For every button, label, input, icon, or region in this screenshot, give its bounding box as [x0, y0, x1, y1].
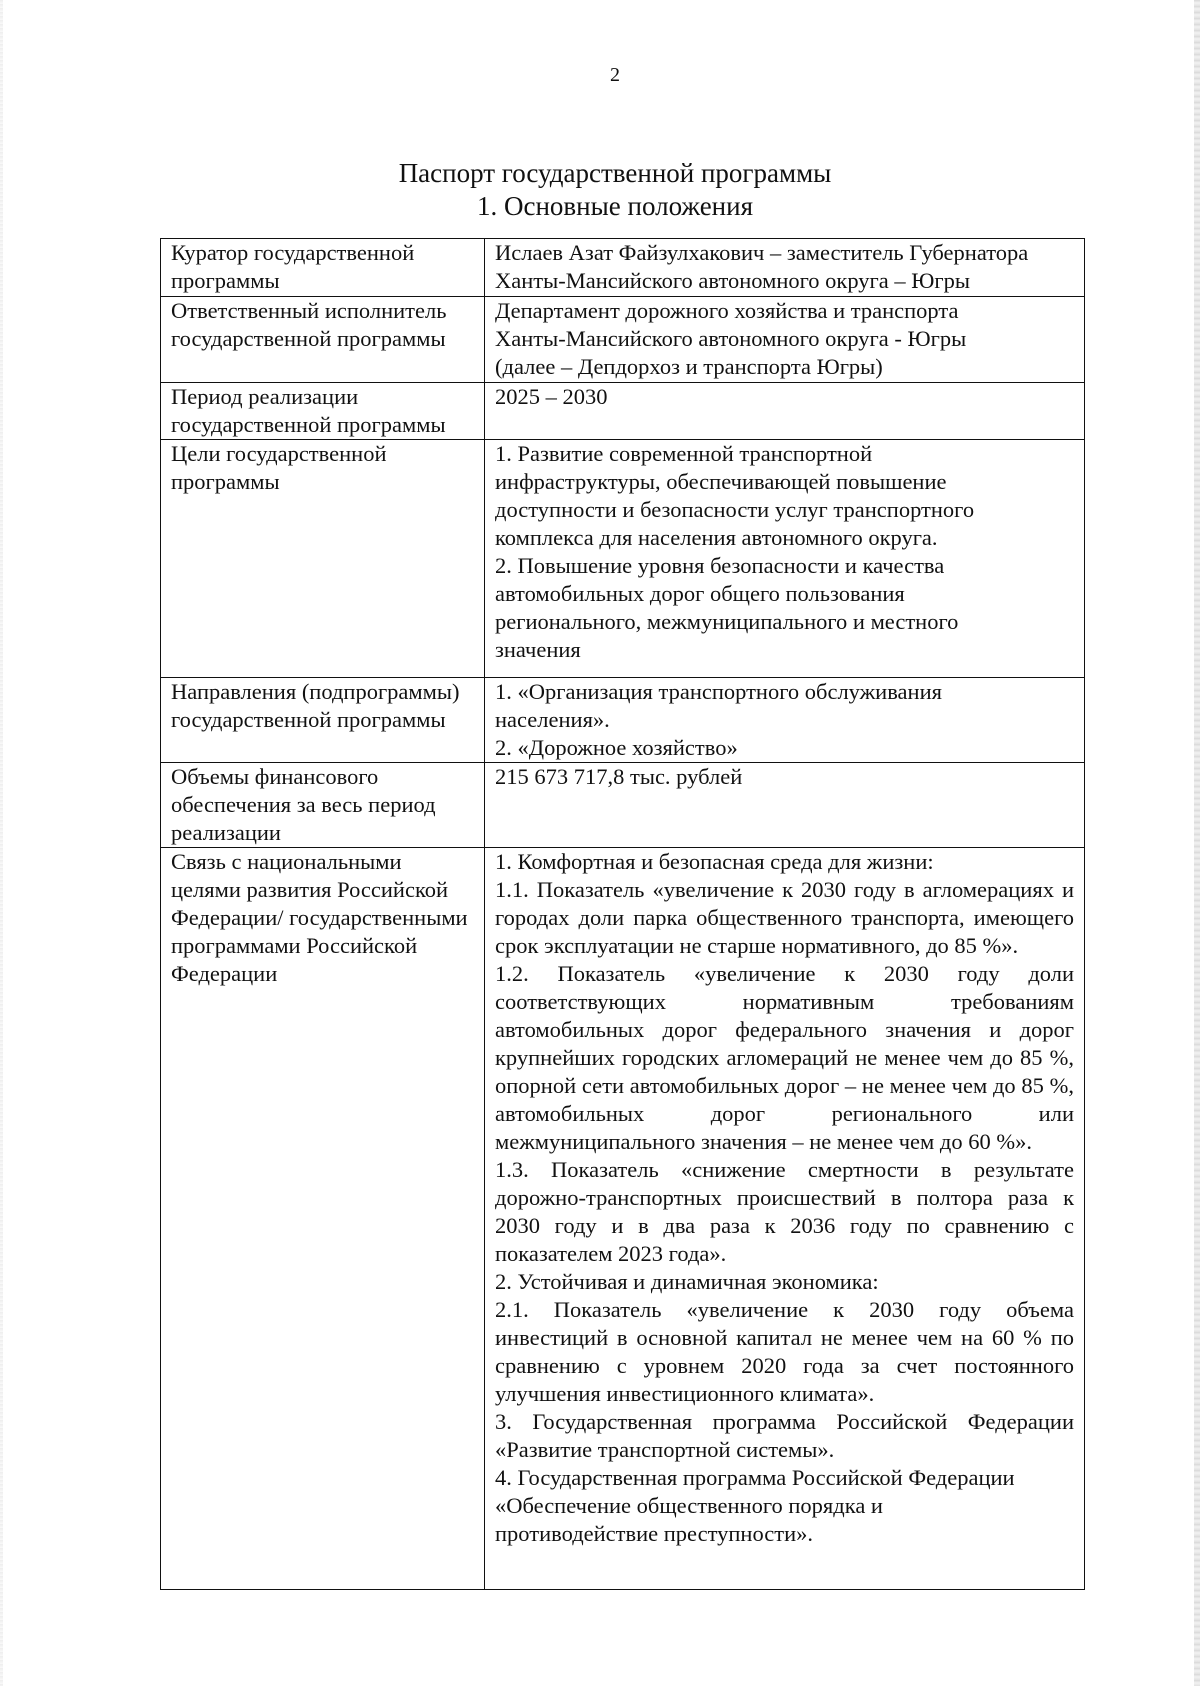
row-label: Направления (подпрограммы) государственной программы: [161, 678, 485, 763]
value-line: 1.3. Показатель «снижение смертности в результате дорожно-транспортных происшествий в полтора раза к 2030 году и в два раза к 2036 году по сравнению с показателем 2023 года».: [495, 1157, 1074, 1266]
value-line: 1. Развитие современной транспортной инфраструктуры, обеспечивающей повышение доступности и безопасности услуг транспортного комплекса для населения автономного округа.: [495, 441, 975, 550]
value-line: Ханты-Мансийского автономного округа – Югры: [495, 268, 970, 293]
row-label: Цели государственной программы: [161, 440, 485, 678]
value-line: 1.1. Показатель «увеличение к 2030 году в агломерациях и городах доли парка общественного транспорта, имеющего срок эксплуатации не старше нормативного, до 85 %».: [495, 877, 1074, 958]
value-line: (далее – Депдорхоз и транспорта Югры): [495, 354, 883, 379]
value-line: Ханты-Мансийского автономного округа - Югры: [495, 326, 967, 351]
row-value: [485, 297, 1085, 383]
row-value: [485, 678, 1085, 763]
value-line: 1. «Организация транспортного обслуживания населения».: [495, 679, 942, 732]
value-line: 2.1. Показатель «увеличение к 2030 году объема инвестиций в основной капитал не менее чем на 60 % по сравнению с уровнем 2020 года за счет постоянного улучшения инвестиционного климата».: [495, 1297, 1074, 1406]
row-label: Ответственный исполнитель государственной программы: [161, 297, 485, 383]
value-line: 215 673 717,8 тыс. рублей: [495, 764, 743, 789]
table-row: [161, 440, 1085, 678]
document-title: Паспорт государственной программы: [398, 158, 832, 188]
scan-edge-right: [1194, 0, 1200, 1686]
passport-table: [160, 238, 1085, 1590]
table-row: [161, 383, 1085, 440]
value-line: 1.2. Показатель «увеличение к 2030 году доли соответствующих нормативным требованиям автомобильных дорог федерального значения и дорог крупнейших городских агломераций не менее чем до 85 %, опорной сети автомобильных дорог – не менее чем до 85 %, автомобильных дорог регионального или межмуниципального значения – не менее чем до 60 %».: [495, 961, 1074, 1154]
value-line: 3. Государственная программа Российской Федерации «Развитие транспортной системы».: [495, 1409, 1074, 1462]
row-label: Связь с национальными целями развития Российской Федерации/ государственными программами Российской Федерации: [161, 848, 485, 1590]
row-value: [485, 848, 1085, 1590]
value-line: Ислаев Азат Файзулхакович – заместитель Губернатора: [495, 240, 1029, 265]
title-block: [0, 157, 1200, 223]
table-row: [161, 297, 1085, 383]
page-number: 2: [610, 64, 620, 86]
row-value: [485, 440, 1085, 678]
table-row: [161, 763, 1085, 848]
value-line: 2. Устойчивая и динамичная экономика:: [495, 1269, 879, 1294]
table-row: [161, 239, 1085, 297]
value-line: Департамент дорожного хозяйства и транспорта: [495, 298, 959, 323]
section-heading: 1. Основные положения: [477, 191, 753, 221]
value-line: 2. Повышение уровня безопасности и качества автомобильных дорог общего пользования регионального, межмуниципального и местного значения: [495, 553, 959, 662]
row-value: [485, 763, 1085, 848]
value-line: 4. Государственная программа Российской Федерации «Обеспечение общественного порядка и противодействие преступности».: [495, 1465, 1015, 1546]
table-row: [161, 848, 1085, 1590]
value-line: 2025 – 2030: [495, 384, 608, 409]
scan-edge-left: [0, 0, 3, 1686]
value-line: 2. «Дорожное хозяйство»: [495, 735, 738, 760]
row-label: Объемы финансового обеспечения за весь период реализации: [161, 763, 485, 848]
value-line: 1. Комфортная и безопасная среда для жизни:: [495, 849, 934, 874]
row-label: Куратор государственной программы: [161, 239, 485, 297]
row-value: [485, 383, 1085, 440]
row-value: [485, 239, 1085, 297]
row-label: Период реализации государственной программы: [161, 383, 485, 440]
table-row: [161, 678, 1085, 763]
